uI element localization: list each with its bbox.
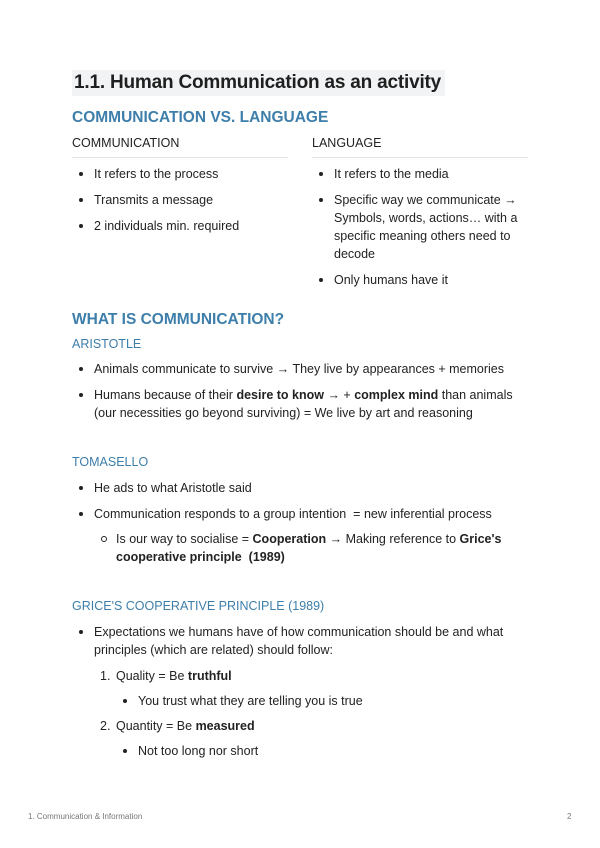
- list-item: Only humans have it: [334, 271, 448, 289]
- list-item: 2 individuals min. required: [94, 217, 239, 235]
- list-item: It refers to the process: [94, 165, 218, 183]
- list-item: He ads to what Aristotle said: [94, 479, 252, 497]
- hollow-bullet-icon: [101, 536, 107, 542]
- bullet-icon: [79, 486, 83, 490]
- bullet-icon: [79, 630, 83, 634]
- list-item: Specific way we communicate → Symbols, words, actions… with a specific meaning others need to decode: [334, 191, 534, 263]
- column-divider: [312, 157, 528, 158]
- bullet-icon: [123, 699, 127, 703]
- heading-aristotle: ARISTOTLE: [72, 337, 142, 351]
- bullet-icon: [79, 393, 83, 397]
- sub-list-item: Not too long nor short: [138, 742, 258, 760]
- bullet-icon: [79, 224, 83, 228]
- list-item: Animals communicate to survive → They live by appearances + memories: [94, 360, 504, 378]
- bullet-icon: [319, 278, 323, 282]
- heading-grice: GRICE'S COOPERATIVE PRINCIPLE (1989): [72, 599, 325, 613]
- list-item: Expectations we humans have of how communication should be and what principles (which are related) should follow:: [94, 623, 503, 659]
- bullet-icon: [79, 512, 83, 516]
- bullet-icon: [79, 198, 83, 202]
- heading-communication-vs-language: COMMUNICATION VS. LANGUAGE: [72, 109, 329, 126]
- sub-list-item: Is our way to socialise = Cooperation → Making reference to Grice's cooperative principle (1989): [116, 530, 501, 566]
- list-item: Transmits a message: [94, 191, 213, 209]
- numbered-item-quality: 1. Quality = Be truthful: [100, 669, 232, 683]
- bullet-icon: [319, 172, 323, 176]
- list-item: It refers to the media: [334, 165, 449, 183]
- footer-chapter: 1. Communication & Information: [28, 812, 143, 821]
- numbered-item-quantity: 2. Quantity = Be measured: [100, 719, 255, 733]
- bullet-icon: [123, 749, 127, 753]
- column-divider: [72, 157, 288, 158]
- heading-what-is-communication: WHAT IS COMMUNICATION?: [72, 311, 285, 328]
- bullet-icon: [79, 367, 83, 371]
- page-title: 1.1. Human Communication as an activity: [72, 70, 445, 96]
- bullet-icon: [319, 198, 323, 202]
- column-header-language: LANGUAGE: [312, 136, 382, 150]
- heading-tomasello: TOMASELLO: [72, 455, 149, 469]
- column-header-communication: COMMUNICATION: [72, 136, 180, 150]
- footer-page-number: 2: [567, 812, 572, 821]
- bullet-icon: [79, 172, 83, 176]
- list-item: Humans because of their desire to know → + complex mind than animals (our necessities go beyond surviving) = We live by art and reasoning: [94, 386, 513, 422]
- sub-list-item: You trust what they are telling you is true: [138, 692, 363, 710]
- list-item: Communication responds to a group intention = new inferential process: [94, 505, 492, 523]
